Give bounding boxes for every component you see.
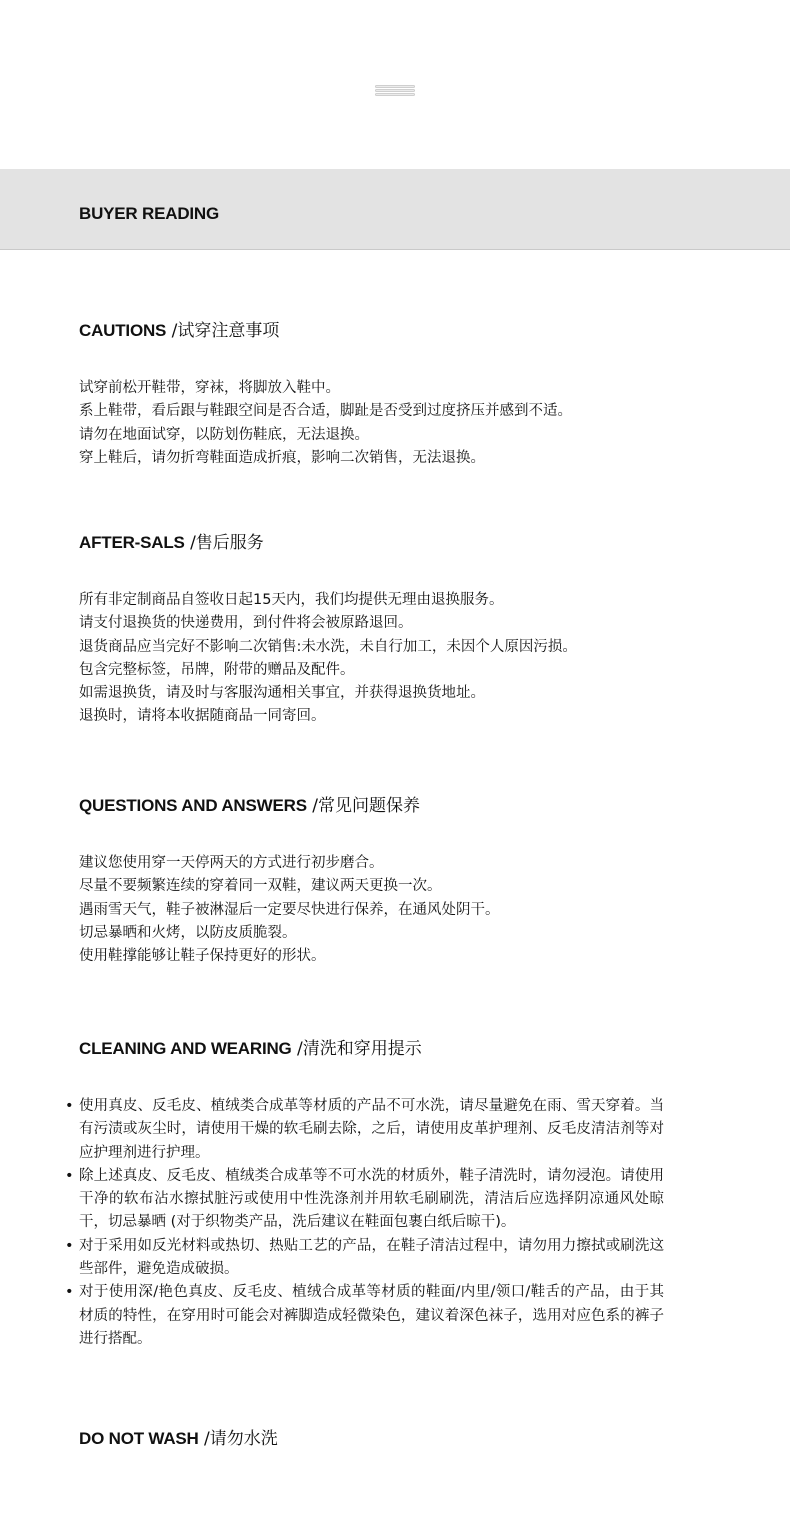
section-heading: [79, 1038, 679, 1060]
list-item: 穿上鞋后，请勿折弯鞋面造成折痕，影响二次销售，无法退换。: [79, 449, 485, 466]
heading-chinese: /售后服务: [190, 533, 264, 553]
bullet-dot: •: [65, 1098, 74, 1114]
banner-title: BUYER READING: [79, 204, 220, 223]
list-item: 尽量不要频繁连续的穿着同一双鞋，建议两天更换一次。: [79, 878, 442, 895]
heading-chinese: /常见问题保养: [312, 796, 420, 816]
header-banner: [0, 169, 790, 250]
top-area: [0, 0, 790, 169]
list-item: 系上鞋带，看后跟与鞋跟空间是否合适，脚趾是否受到过度挤压并感到不适。: [79, 403, 572, 420]
bullet-item: [65, 1165, 664, 1235]
cautions-list: [79, 377, 572, 470]
drag-handle-bar: [375, 93, 415, 96]
heading-english: CLEANING AND WEARING: [79, 1039, 292, 1058]
bullet-dot: •: [65, 1237, 74, 1254]
list-item: 切忌暴晒和火烤，以防皮质脆裂。: [79, 924, 297, 941]
bullet-text: 使用真皮、反毛皮、植绒类合成革等材质的产品不可水洗，请尽量避免在雨、雪天穿着。当有污渍或灰尘时，请使用干燥的软毛刷去除，之后，请使用皮革护理剂、反毛皮清洁剂等对应护理剂进行护理。: [79, 1098, 664, 1161]
cleaning-list: [65, 1095, 664, 1351]
list-item: 使用鞋撑能够让鞋子保持更好的形状。: [79, 948, 326, 965]
section-heading: [79, 1428, 679, 1450]
after-sales-list: [79, 589, 577, 729]
bullet-text: 对于采用如反光材料或热切、热贴工艺的产品，在鞋子清洁过程中，请勿用力擦拭或刷洗这些部件，避免造成破损。: [79, 1237, 664, 1278]
bullet-dot: •: [65, 1167, 74, 1184]
section-cautions: [79, 320, 679, 466]
heading-english: AFTER-SALS: [79, 533, 185, 552]
section-questions-answers: [79, 795, 679, 965]
qa-list: [79, 852, 500, 968]
list-item: 遇雨雪天气，鞋子被淋湿后一定要尽快进行保养，在通风处阴干。: [79, 901, 500, 918]
bullet-text: 对于使用深/艳色真皮、反毛皮、植绒合成革等材质的鞋面/内里/领口/鞋舌的产品，由于其材质的特性，在穿用时可能会对裤脚造成轻微染色，建议着深色袜子，选用对应色系的裤子进行搭配。: [79, 1284, 664, 1347]
list-item: 试穿前松开鞋带，穿袜，将脚放入鞋中。: [79, 380, 340, 396]
heading-english: DO NOT WASH: [79, 1429, 199, 1448]
heading-chinese: /试穿注意事项: [171, 321, 280, 341]
section-heading: [79, 320, 679, 342]
section-heading: [79, 795, 679, 817]
list-item: 退货商品应当完好不影响二次销售:未水洗，未自行加工，未因个人原因污损。: [79, 638, 577, 655]
list-item: 退换时，请将本收据随商品一同寄回。: [79, 708, 326, 725]
list-item: 包含完整标签，吊牌，附带的赠品及配件。: [79, 661, 355, 678]
section-after-sales: [79, 532, 679, 725]
bullet-item: [65, 1281, 664, 1351]
bullet-item: [65, 1235, 664, 1282]
bullet-text: 除上述真皮、反毛皮、植绒类合成革等不可水洗的材质外，鞋子清洗时，请勿浸泡。请使用干净的软布沾水擦拭脏污或使用中性洗涤剂并用软毛刷刷洗，清洁后应选择阴凉通风处晾干，切忌暴晒 (对于织物类产品，洗后建议在鞋面包裹白纸后晾干)。: [79, 1167, 664, 1231]
section-do-not-wash: [79, 1428, 679, 1450]
heading-chinese: /请勿水洗: [204, 1429, 278, 1449]
list-item: 请勿在地面试穿，以防划伤鞋底，无法退换。: [79, 426, 369, 443]
list-item: 请支付退换货的快递费用，到付件将会被原路退回。: [79, 615, 413, 632]
drag-handle-icon[interactable]: [375, 84, 415, 98]
heading-english: QUESTIONS AND ANSWERS: [79, 796, 307, 815]
drag-handle-bar: [375, 89, 415, 92]
heading-chinese: /清洗和穿用提示: [297, 1039, 422, 1059]
section-heading: [79, 532, 679, 554]
bullet-dot: •: [65, 1284, 74, 1301]
bullet-item: [65, 1095, 664, 1165]
list-item: 建议您使用穿一天停两天的方式进行初步磨合。: [79, 855, 384, 871]
section-cleaning-wearing: [65, 1038, 679, 1347]
list-item: 如需退换货，请及时与客服沟通相关事宜，并获得退换货地址。: [79, 685, 485, 702]
heading-english: CAUTIONS: [79, 321, 167, 340]
drag-handle-bar: [375, 85, 415, 88]
list-item: 所有非定制商品自签收日起15天内，我们均提供无理由退换服务。: [79, 592, 504, 608]
